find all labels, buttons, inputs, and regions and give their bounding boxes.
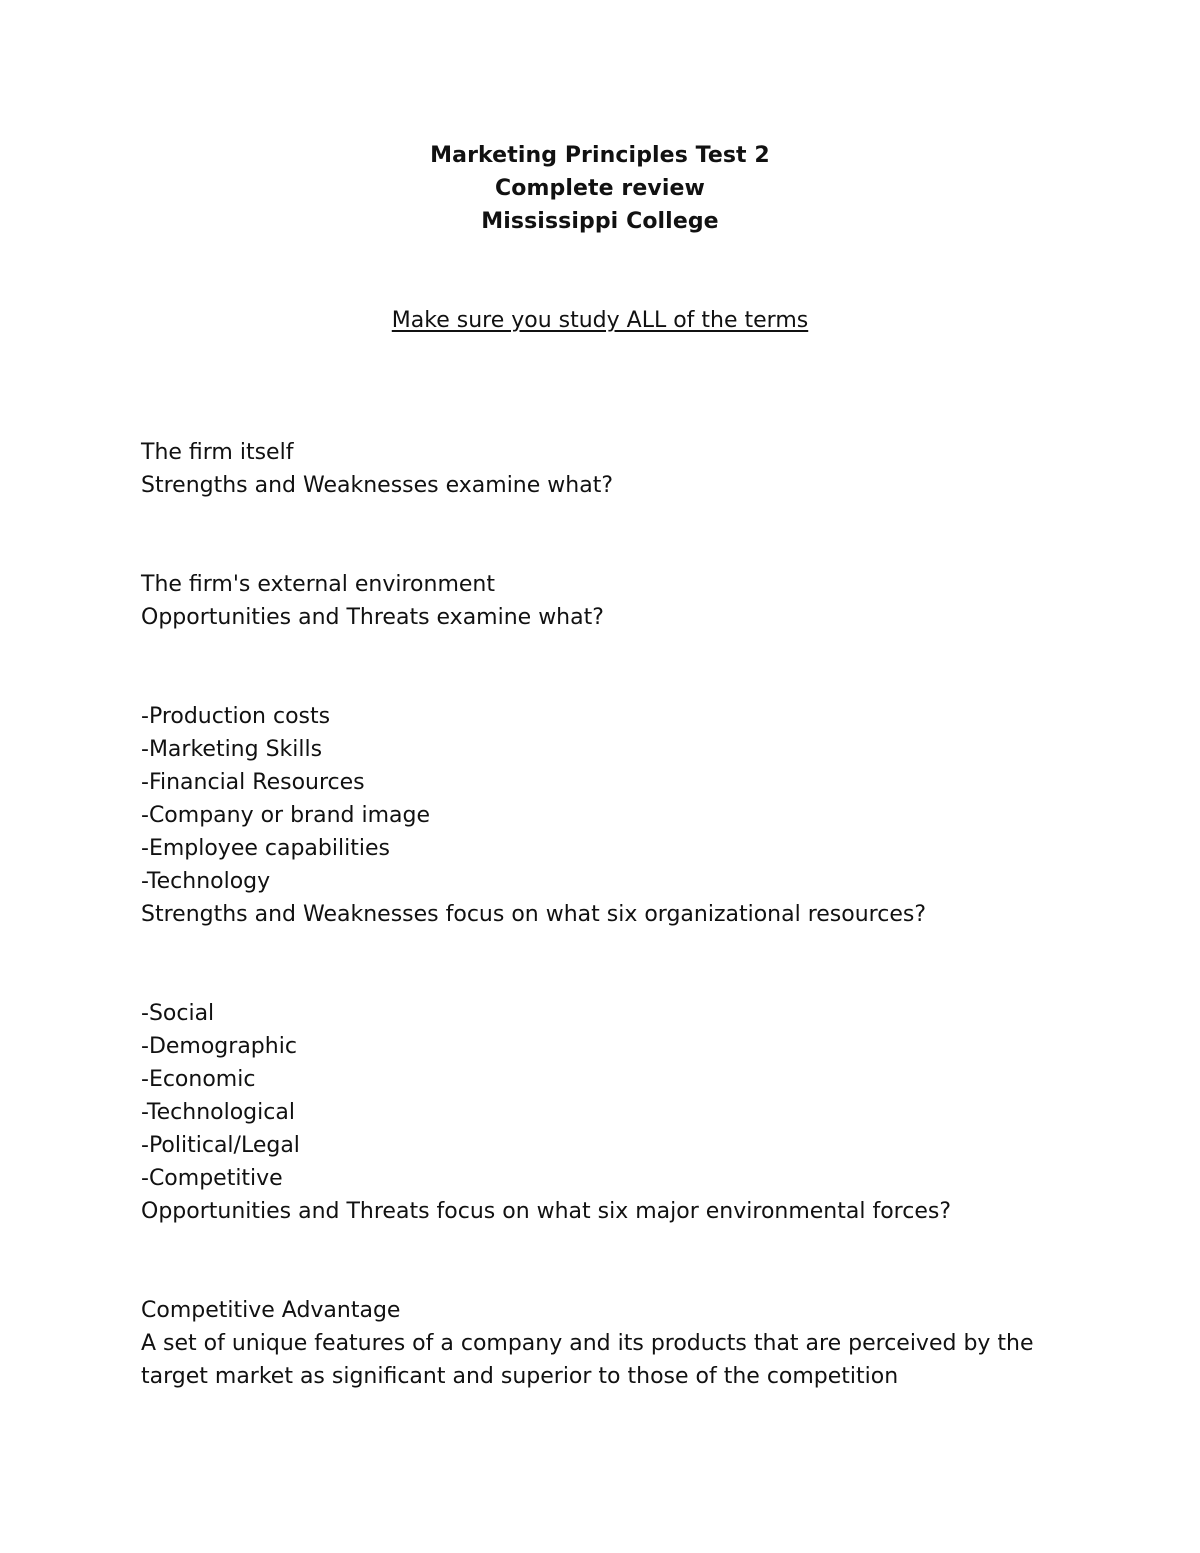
card-answer: The firm itself	[141, 440, 294, 465]
flashcard-1	[141, 436, 1071, 502]
card-answer-item: -Competitive	[141, 1166, 283, 1191]
card-question: Opportunities and Threats examine what?	[141, 605, 604, 630]
card-answer-item: -Economic	[141, 1067, 256, 1092]
flashcard-3	[141, 700, 1071, 931]
card-answer-item: -Political/Legal	[141, 1133, 300, 1158]
document-title: Marketing Principles Test 2	[430, 143, 770, 168]
card-answer-item: -Financial Resources	[141, 770, 365, 795]
card-answer-item: -Marketing Skills	[141, 737, 323, 762]
study-instruction-text: Make sure you study ALL of the terms	[391, 308, 809, 333]
card-question: A set of unique features of a company and its products that are perceived by the target market as significant and superior to those of the competition	[141, 1331, 1034, 1389]
card-question: Opportunities and Threats focus on what six major environmental forces?	[141, 1199, 952, 1224]
flashcard-2	[141, 568, 1071, 634]
card-question: Strengths and Weaknesses focus on what six organizational resources?	[141, 902, 927, 927]
card-question: Strengths and Weaknesses examine what?	[141, 473, 614, 498]
card-answer-item: -Employee capabilities	[141, 836, 390, 861]
flashcard-4	[141, 997, 1071, 1228]
card-answer-item: -Demographic	[141, 1034, 297, 1059]
institution-name: Mississippi College	[481, 209, 719, 234]
card-answer-item: -Social	[141, 1001, 215, 1026]
study-instruction	[0, 304, 1200, 337]
document-subtitle: Complete review	[495, 176, 705, 201]
card-answer-item: -Production costs	[141, 704, 331, 729]
card-answer-item: -Technology	[141, 869, 271, 894]
card-answer-item: -Company or brand image	[141, 803, 431, 828]
flashcard-5	[141, 1294, 1056, 1393]
card-answer: The firm's external environment	[141, 572, 495, 597]
card-answer: Competitive Advantage	[141, 1298, 401, 1323]
document-header	[0, 139, 1200, 238]
card-answer-item: -Technological	[141, 1100, 295, 1125]
